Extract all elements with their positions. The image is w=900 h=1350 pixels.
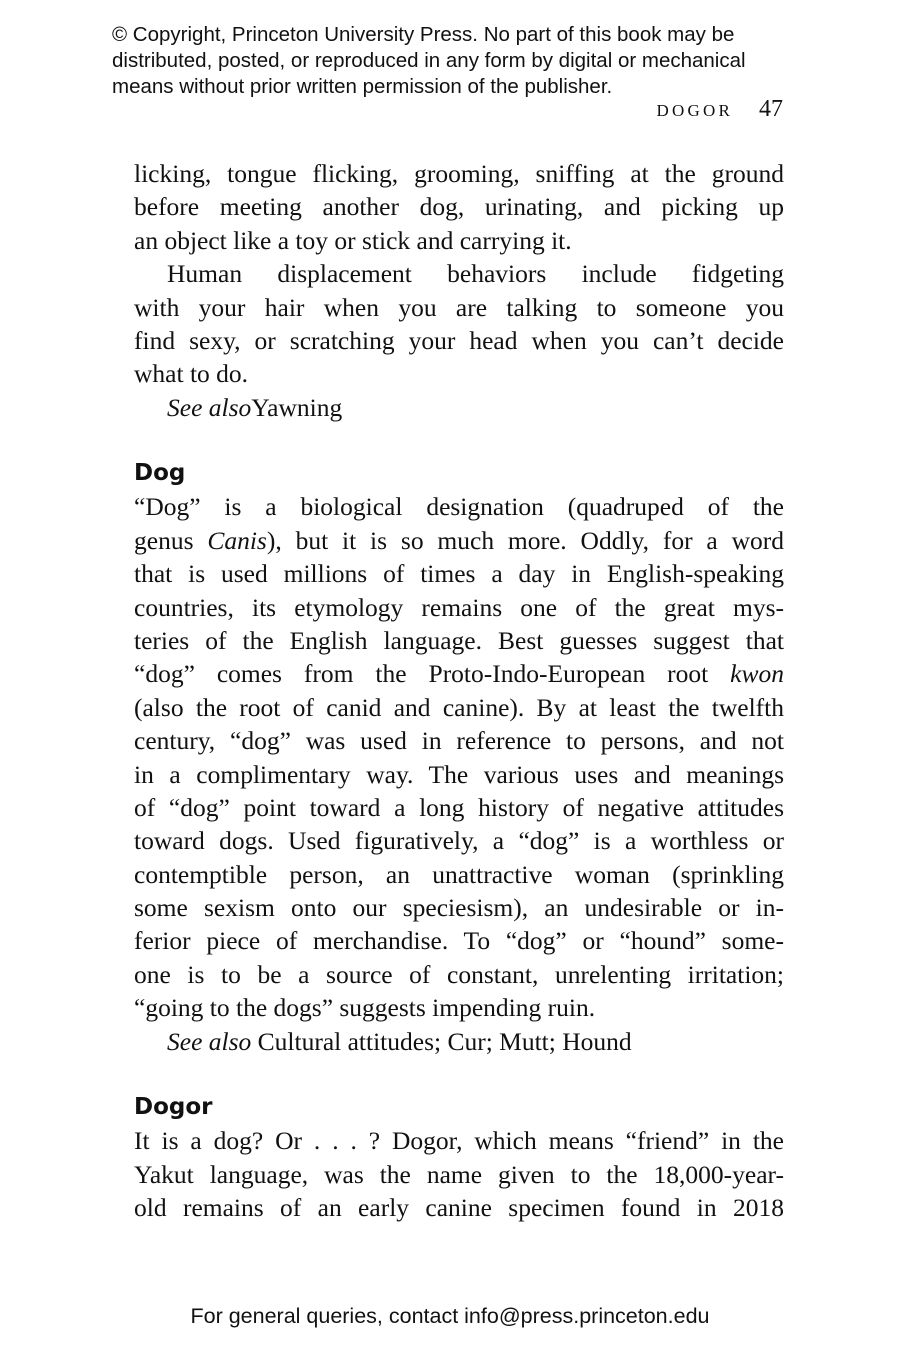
footer-contact: For general queries, contact info@press.princeton.edu (190, 1304, 710, 1328)
text-line: that is used millions of times a day in English-speaking (134, 559, 784, 589)
see-also-label: See also (167, 1026, 252, 1056)
text-line: some sexism onto our speciesism), an undesirable or in- (134, 893, 784, 923)
text-line: Human displacement behaviors include fidgeting (167, 259, 784, 289)
see-also-line (134, 1025, 784, 1058)
text-line: in a complimentary way. The various uses and meanings (134, 759, 784, 789)
copyright-notice (112, 22, 812, 100)
entry-dog (134, 457, 784, 1058)
see-also-text: Yawning (251, 392, 343, 422)
text-line: of “dog” point toward a long history of negative attitudes (134, 792, 784, 822)
text-line: century, “dog” was used in reference to persons, and not (134, 726, 784, 756)
see-also-label: See also (167, 392, 252, 422)
copyright-line: © Copyright, Princeton University Press. No part of this book may be (112, 23, 735, 46)
text-line: “Dog” is a biological designation (quadruped of the (134, 492, 784, 522)
text-line: licking, tongue flicking, grooming, sniffing at the ground (134, 159, 784, 188)
text-line: (also the root of canid and canine). By at least the twelfth (134, 692, 784, 722)
text-line: It is a dog? Or . . . ? Dogor, which means “friend” in the (134, 1126, 784, 1156)
text-span: “dog” comes from the Proto-Indo-European root (134, 659, 731, 689)
text-line: toward dogs. Used figuratively, a “dog” is a worthless or (134, 826, 784, 856)
text-span: genus (134, 525, 208, 555)
copyright-line: means without prior written permission of the publisher. (112, 75, 613, 98)
text-line: an object like a toy or stick and carrying it. (134, 225, 572, 255)
see-also-line (134, 391, 784, 424)
text-line: countries, its etymology remains one of the great mys- (134, 592, 784, 622)
running-title: DOGOR (656, 101, 733, 120)
text-line (134, 657, 784, 690)
italic-term: Canis (207, 525, 267, 555)
text-line (134, 524, 784, 557)
text-line: teries of the English language. Best guesses suggest that (134, 625, 784, 655)
text-line: one is to be a source of constant, unrelenting irritation; (134, 959, 784, 989)
copyright-line: distributed, posted, or reproduced in any form by digital or mechanical (112, 49, 746, 72)
page-number: 47 (759, 96, 783, 122)
text-line: Yakut language, was the name given to the 18,000-year- (134, 1159, 784, 1189)
text-line: before meeting another dog, urinating, and picking up (134, 192, 784, 222)
text-line: what to do. (134, 359, 249, 389)
see-also-text: Cultural attitudes; Cur; Mutt; Hound (251, 1026, 632, 1056)
text-line: “going to the dogs” suggests impending ruin. (134, 993, 596, 1023)
text-span: ), but it is so much more. Oddly, for a word (266, 525, 784, 555)
text-line: old remains of an early canine specimen found in 2018 (134, 1193, 784, 1223)
text-line: with your hair when you are talking to someone you (134, 292, 784, 322)
entry-dogor (134, 1091, 784, 1225)
text-block-displacement (134, 157, 784, 424)
entry-heading: Dog (134, 460, 186, 486)
italic-term: kwon (730, 659, 784, 689)
entry-heading: Dogor (134, 1094, 213, 1120)
text-line: find sexy, or scratching your head when you can’t decide (134, 325, 784, 355)
running-head (657, 96, 783, 123)
text-line: contemptible person, an unattractive woman (sprinkling (134, 859, 784, 889)
text-line: ferior piece of merchandise. To “dog” or “hound” some- (134, 926, 784, 956)
